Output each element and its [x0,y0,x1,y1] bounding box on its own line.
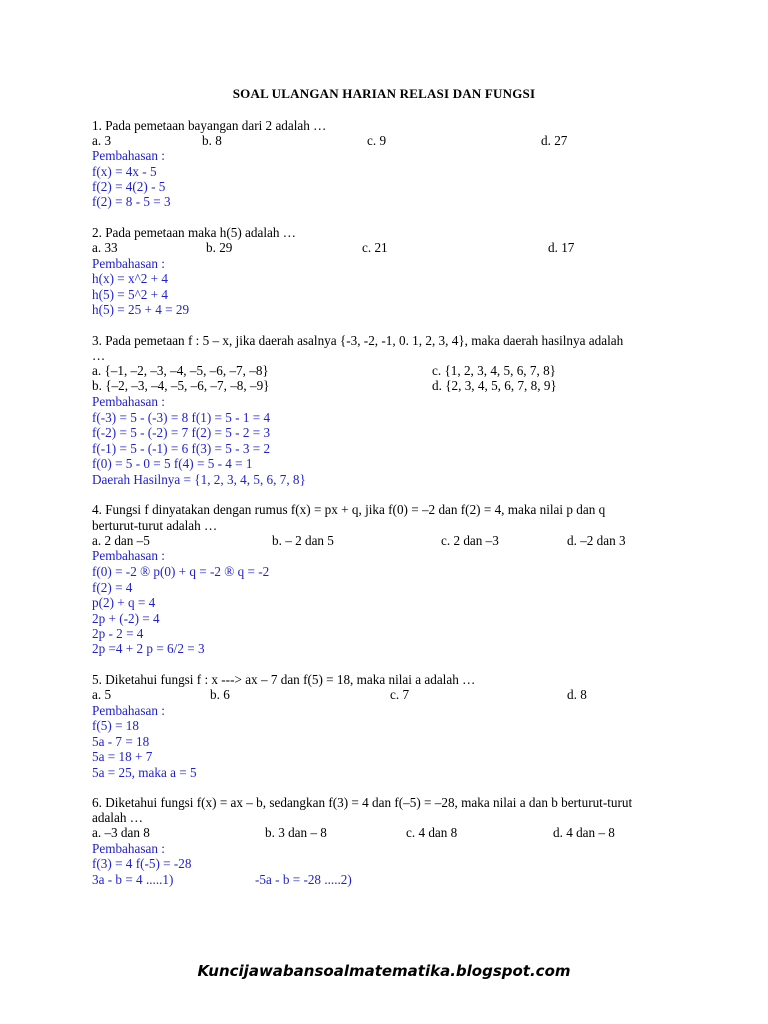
question-1-step: f(2) = 4(2) - 5 [92,179,166,194]
question-5-pembahasan: Pembahasan : [92,703,165,718]
question-6-equation-1: 3a - b = 4 .....1) [92,872,174,887]
question-1-step: f(x) = 4x - 5 [92,164,157,179]
question-3-text: 3. Pada pemetaan f : 5 – x, jika daerah asalnya {-3, -2, -1, 0. 1, 2, 3, 4}, maka daerah hasilnya adalah [92,333,624,348]
question-3-text-cont: … [92,348,106,363]
question-2-step: h(5) = 5^2 + 4 [92,287,169,302]
question-1-option-a: a. 3 [92,133,112,148]
question-4-option-b: b. – 2 dan 5 [272,533,334,548]
question-3-option-c: c. {1, 2, 3, 4, 5, 6, 7, 8} [432,363,557,378]
question-6-equation-2: -5a - b = -28 .....2) [255,872,352,887]
question-1-option-d: d. 27 [541,133,568,148]
question-1-option-c: c. 9 [367,133,387,148]
question-4-text: 4. Fungsi f dinyatakan dengan rumus f(x) = px + q, jika f(0) = –2 dan f(2) = 4, maka nilai p dan q [92,502,606,517]
question-4-option-c: c. 2 dan –3 [441,533,499,548]
question-6-text-cont: adalah … [92,810,143,825]
question-5-option-c: c. 7 [390,687,410,702]
question-6-option-c: c. 4 dan 8 [406,825,458,840]
question-3-step: f(0) = 5 - 0 = 5 f(4) = 5 - 4 = 1 [92,456,253,471]
question-4-option-a: a. 2 dan –5 [92,533,150,548]
question-5-step: f(5) = 18 [92,718,139,733]
question-2-option-b: b. 29 [206,240,233,255]
question-4-step: 2p - 2 = 4 [92,626,144,641]
question-3-option-a: a. {–1, –2, –3, –4, –5, –6, –7, –8} [92,363,269,378]
question-3-pembahasan: Pembahasan : [92,394,165,409]
question-1-option-b: b. 8 [202,133,222,148]
question-3-step: f(-1) = 5 - (-1) = 6 f(3) = 5 - 3 = 2 [92,441,271,456]
question-2-option-a: a. 33 [92,240,118,255]
question-5-option-d: d. 8 [567,687,587,702]
question-2-text: 2. Pada pemetaan maka h(5) adalah … [92,225,296,240]
question-4-step: p(2) + q = 4 [92,595,156,610]
question-3-step: f(-3) = 5 - (-3) = 8 f(1) = 5 - 1 = 4 [92,410,271,425]
question-5-step: 5a = 25, maka a = 5 [92,765,197,780]
question-6-option-b: b. 3 dan – 8 [265,825,327,840]
question-6-option-a: a. –3 dan 8 [92,825,150,840]
page-title: SOAL ULANGAN HARIAN RELASI DAN FUNGSI [232,86,536,101]
question-4-step: f(2) = 4 [92,580,133,595]
question-6-option-d: d. 4 dan – 8 [553,825,615,840]
question-4-option-d: d. –2 dan 3 [567,533,626,548]
question-4-pembahasan: Pembahasan : [92,548,165,563]
question-2-option-d: d. 17 [548,240,575,255]
question-5-option-b: b. 6 [210,687,230,702]
question-2-step: h(5) = 25 + 4 = 29 [92,302,190,317]
question-2-step: h(x) = x^2 + 4 [92,271,169,286]
question-1-text: 1. Pada pemetaan bayangan dari 2 adalah … [92,118,327,133]
question-4-step: f(0) = -2 ® p(0) + q = -2 ® q = -2 [92,564,270,579]
question-2-option-c: c. 21 [362,240,388,255]
question-6-step: f(3) = 4 f(-5) = -28 [92,856,192,871]
footer-website: Kuncijawabansoalmatematika.blogspot.com [197,962,571,980]
question-5-step: 5a = 18 + 7 [92,749,153,764]
question-3-option-d: d. {2, 3, 4, 5, 6, 7, 8, 9} [432,378,557,393]
question-3-option-b: b. {–2, –3, –4, –5, –6, –7, –8, –9} [92,378,270,393]
question-5-text: 5. Diketahui fungsi f : x ---> ax – 7 dan f(5) = 18, maka nilai a adalah … [92,672,476,687]
question-5-option-a: a. 5 [92,687,112,702]
question-1-step: f(2) = 8 - 5 = 3 [92,194,171,209]
question-5-step: 5a - 7 = 18 [92,734,150,749]
question-1-pembahasan: Pembahasan : [92,148,165,163]
question-6-pembahasan: Pembahasan : [92,841,165,856]
question-3-step: f(-2) = 5 - (-2) = 7 f(2) = 5 - 2 = 3 [92,425,271,440]
question-3-step: Daerah Hasilnya = {1, 2, 3, 4, 5, 6, 7, 8} [92,472,306,487]
question-4-step: 2p =4 + 2 p = 6/2 = 3 [92,641,205,656]
question-6-text: 6. Diketahui fungsi f(x) = ax – b, sedangkan f(3) = 4 dan f(–5) = –28, maka nilai a dan b berturut-turut [92,795,633,810]
question-2-pembahasan: Pembahasan : [92,256,165,271]
question-4-text-cont: berturut-turut adalah … [92,518,218,533]
question-4-step: 2p + (-2) = 4 [92,611,160,626]
